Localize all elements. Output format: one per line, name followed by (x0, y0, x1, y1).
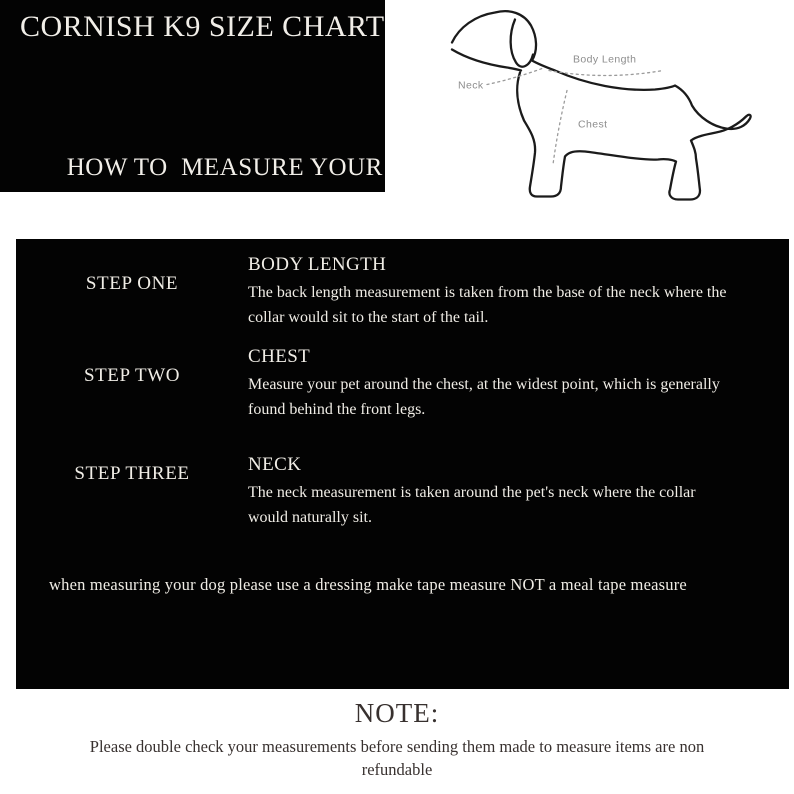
dog-measurement-diagram (425, 0, 775, 210)
step-one-content (248, 254, 789, 330)
dog-outline (452, 11, 751, 199)
subtitle-line1: HOW TO MEASURE YOUR (66, 154, 383, 181)
note-section (0, 698, 794, 781)
dog-jaw-line (452, 50, 521, 71)
step-row-two (16, 346, 789, 422)
chest-measure-line (553, 91, 567, 165)
step-one-heading: BODY LENGTH (248, 254, 387, 275)
page-title: CORNISH K9 SIZE CHART (20, 10, 385, 43)
step-one-description: The back length measurement is taken from the base of the neck where the collar would sit to the start of the tail. (248, 284, 727, 326)
dog-ear (511, 20, 533, 67)
step-row-three (16, 454, 789, 530)
step-two-heading: CHEST (248, 346, 311, 367)
body-length-label: Body Length (573, 53, 637, 66)
step-two-label: STEP TWO (83, 365, 181, 386)
step-row-one (16, 254, 789, 330)
step-two-description: Measure your pet around the chest, at the widest point, which is generally found behind the front legs. (248, 376, 720, 418)
steps-panel (16, 239, 789, 689)
step-three-content (248, 454, 789, 530)
step-three-heading: NECK (248, 454, 302, 475)
tape-measure-footnote: when measuring your dog please use a dressing make tape measure NOT a meal tape measure (49, 575, 687, 594)
note-heading: NOTE: (354, 698, 440, 728)
step-one-label: STEP ONE (85, 273, 179, 294)
step-two-content (248, 346, 789, 422)
step-three-label: STEP THREE (74, 463, 190, 484)
neck-measure-line (487, 69, 542, 85)
dachshund-illustration (425, 0, 775, 210)
chest-label: Chest (578, 118, 608, 131)
note-body: Please double check your measurements before sending them made to measure items are non refundable (89, 737, 705, 779)
header-panel (0, 0, 385, 192)
step-three-description: The neck measurement is taken around the pet's neck where the collar would naturally sit. (248, 484, 696, 526)
neck-label: Neck (458, 79, 484, 92)
